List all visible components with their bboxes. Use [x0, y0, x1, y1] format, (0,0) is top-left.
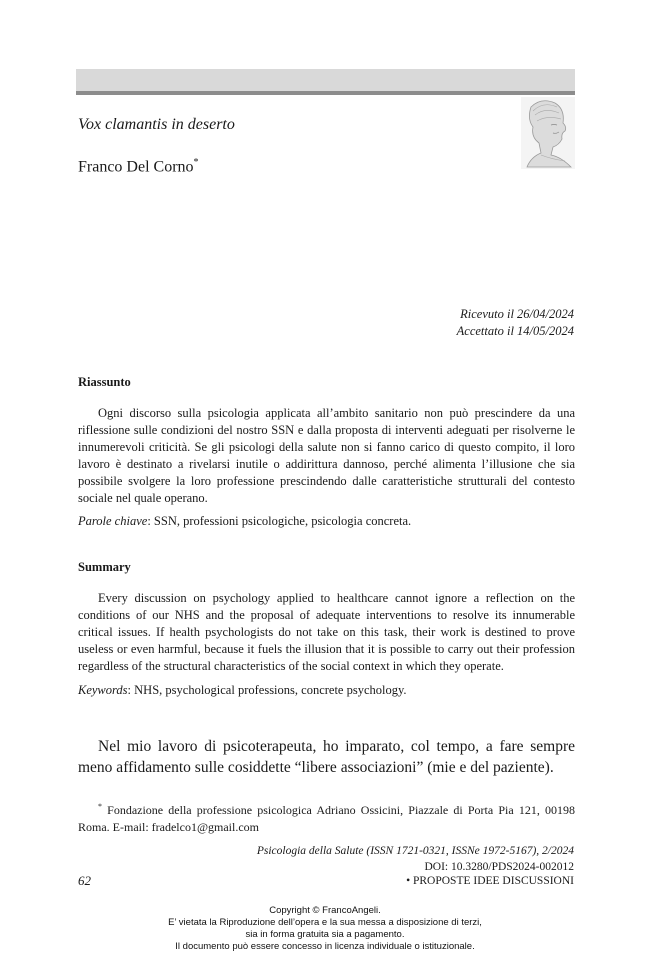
author-footnote-marker: * — [193, 157, 199, 168]
author-name — [78, 157, 199, 176]
footnote — [78, 798, 575, 836]
received-date: Ricevuto il 26/04/2024 — [460, 307, 574, 321]
page-number: 62 — [78, 873, 91, 888]
summary-text: Every discussion on psychology applied to healthcare cannot ignore a reflection on the conditions of our NHS and the proposal of adequate interventions to resolve its innumerable critical issues. If health psychologists do not take on this task, their work is destined to prove useless or even harmful, because it fuels the illusion that it is possible to carry out their profession regardless of the structural characteristics of the social context in which they operate. — [78, 591, 575, 673]
author-name-text: Franco Del Corno — [78, 158, 194, 176]
summary-keywords-label: Keywords — [78, 683, 128, 697]
footnote-text: Fondazione della professione psicologica Adriano Ossicini, Piazzale di Porta Pia 121, 00198 Roma. E-mail: fradelco1@gmail.com — [78, 803, 575, 834]
received-dates — [457, 306, 574, 340]
header-bar — [76, 69, 575, 91]
header-rule — [76, 91, 575, 95]
section-label: • PROPOSTE IDEE DISCUSSIONI — [406, 875, 574, 887]
riassunto-heading: Riassunto — [78, 375, 131, 389]
accepted-date: Accettato il 14/05/2024 — [456, 324, 574, 338]
journal-doi: DOI: 10.3280/PDS2024-002012 — [424, 861, 574, 873]
summary-keywords — [78, 683, 407, 698]
body-paragraph: Nel mio lavoro di psicoterapeuta, ho imparato, col tempo, a fare sempre meno affidamento sulle cosiddette “libere associazioni” (mie e del paziente). — [78, 738, 575, 776]
summary-heading: Summary — [78, 560, 131, 574]
portrait-sketch-image — [521, 97, 575, 169]
riassunto-keywords-label: Parole chiave — [78, 514, 148, 528]
summary-keywords-text: : NHS, psychological professions, concrete psychology. — [127, 683, 407, 697]
riassunto-text: Ogni discorso sulla psicologia applicata all’ambito sanitario non può prescindere da una riflessione sulle condizioni del nostro SSN e dalla proposta di interventi adeguati per risolverne le innumerevoli criticità. Se gli psicologi della salute non si fanno carico di questo compito, il loro lavoro è destinato a rivelarsi inutile o addirittura dannoso, perché alimenta l’illusione che sia possibile svolgere la loro professione prescindendo dalle caratteristiche strutturali del contesto sociale nel quale operano. — [78, 406, 575, 505]
riassunto-keywords-text: : SSN, professioni psicologiche, psicologia concreta. — [147, 514, 412, 528]
journal-reference — [257, 843, 574, 875]
copyright-line-1: Copyright © FrancoAngeli. — [269, 905, 381, 916]
footnote-marker: * — [98, 802, 102, 811]
copyright-line-2: E’ vietata la Riproduzione dell’opera e la sua messa a disposizione di terzi, — [168, 917, 482, 928]
copyright-notice — [0, 905, 650, 953]
series-title: Vox clamantis in deserto — [78, 116, 235, 133]
copyright-line-4: Il documento può essere concesso in licenza individuale o istituzionale. — [175, 941, 475, 952]
copyright-line-3: sia in forma gratuita sia a pagamento. — [245, 929, 405, 940]
riassunto-keywords — [78, 514, 411, 529]
journal-name: Psicologia della Salute (ISSN 1721-0321, ISSNe 1972-5167), 2/2024 — [256, 845, 574, 857]
